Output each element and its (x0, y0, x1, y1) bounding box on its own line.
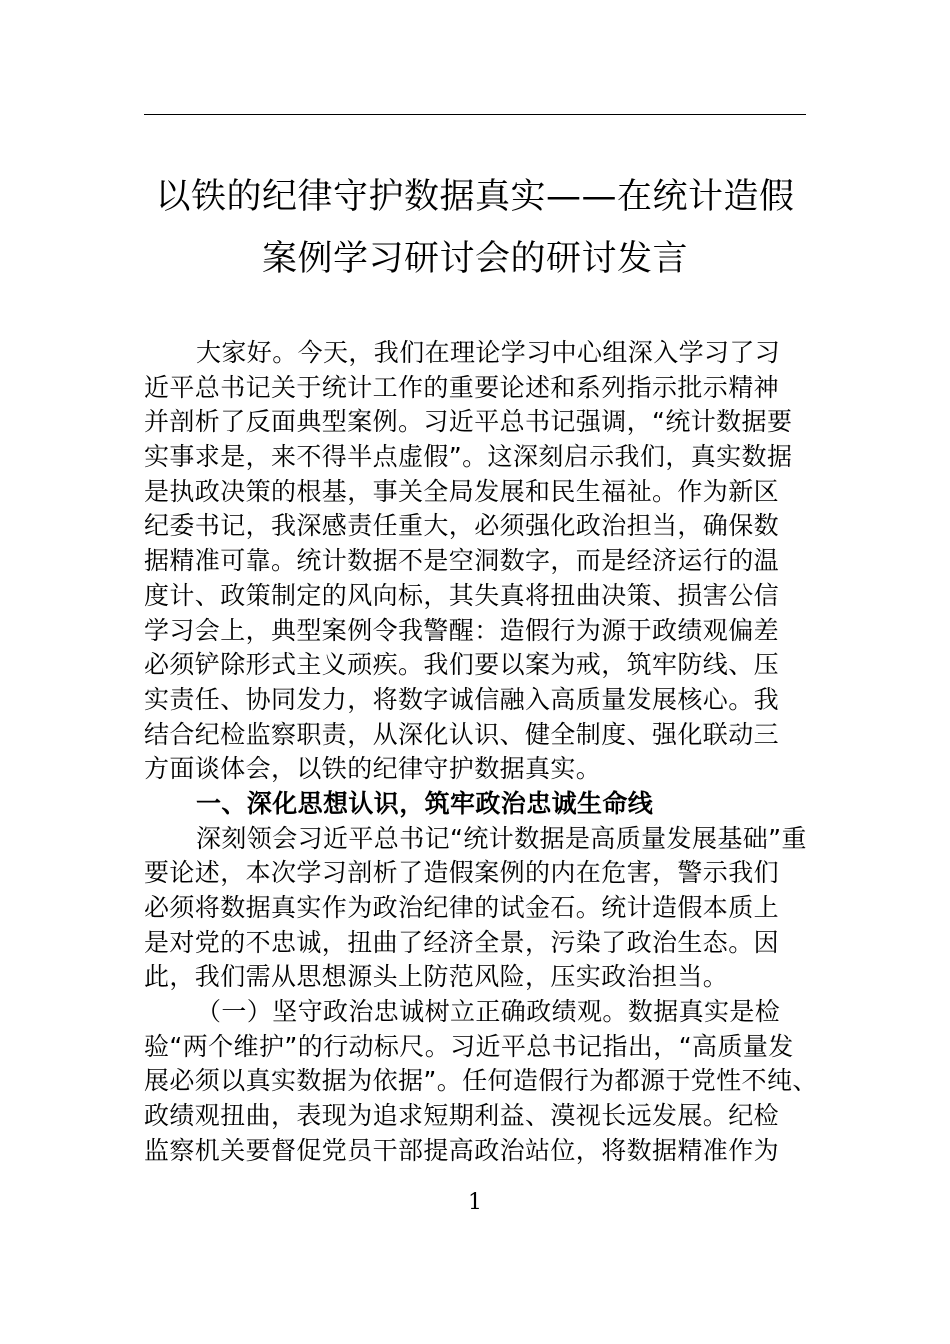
body-line: 必须将数据真实作为政治纪律的试金石。统计造假本质上 (144, 893, 780, 922)
body-line: 验“两个维护”的行动标尺。习近平总书记指出，“高质量发 (144, 1031, 794, 1061)
body-line: 深刻领会习近平总书记“统计数据是高质量发展基础”重 (196, 823, 807, 853)
subsection-line: （一）坚守政治忠诚树立正确政绩观。数据真实是检 (196, 997, 781, 1027)
body-line: 展必须以真实数据为依据”。任何造假行为都源于党性不纯、 (144, 1066, 818, 1096)
body-line: 是对党的不忠诚，扭曲了经济全景，污染了政治生态。因 (144, 927, 780, 957)
body-line: 是执政决策的根基，事关全局发展和民生福祉。作为新区 (144, 476, 780, 506)
body-line: 近平总书记关于统计工作的重要论述和系列指示批示精神 (144, 372, 780, 402)
body-line: 监察机关要督促党员干部提高政治站位，将数据精准作为 (144, 1135, 780, 1165)
body-line: 大家好。今天，我们在理论学习中心组深入学习了习 (196, 338, 781, 367)
title-line-1: 以铁的纪律守护数据真实——在统计造假 (155, 177, 795, 217)
body-line: 必须铲除形式主义顽疾。我们要以案为戒，筑牢防线、压 (144, 650, 780, 680)
body-line: 要论述，本次学习剖析了造假案例的内在危害，警示我们 (144, 858, 780, 888)
page-number: 1 (468, 1190, 482, 1215)
body-line: 据精准可靠。统计数据不是空洞数字，而是经济运行的温 (144, 546, 780, 576)
body-line: 度计、政策制定的风向标，其失真将扭曲决策、损害公信 (144, 580, 780, 610)
title-line-2: 案例学习研讨会的研讨发言 (261, 239, 688, 279)
document-body (144, 336, 818, 1169)
body-line: 结合纪检监察职责，从深化认识、健全制度、强化联动三 (144, 719, 780, 749)
body-line: 实责任、协同发力，将数字诚信融入高质量发展核心。我 (144, 684, 780, 714)
header-rule (144, 114, 806, 115)
body-line: 实事求是，来不得半点虚假”。这深刻启示我们，真实数据 (144, 442, 793, 472)
body-line: 并剖析了反面典型案例。习近平总书记强调，“统计数据要 (144, 407, 793, 437)
body-line: 学习会上，典型案例令我警醒：造假行为源于政绩观偏差 (144, 615, 780, 645)
body-line: 政绩观扭曲，表现为追求短期利益、漠视长远发展。纪检 (144, 1101, 780, 1131)
body-line: 此，我们需从思想源头上防范风险，压实政治担当。 (144, 962, 729, 992)
document-title (120, 166, 830, 290)
body-line: 纪委书记，我深感责任重大，必须强化政治担当，确保数 (144, 511, 780, 541)
section-heading: 一、深化思想认识，筑牢政治忠诚生命线 (196, 788, 654, 818)
body-line: 方面谈体会，以铁的纪律守护数据真实。 (144, 754, 602, 784)
